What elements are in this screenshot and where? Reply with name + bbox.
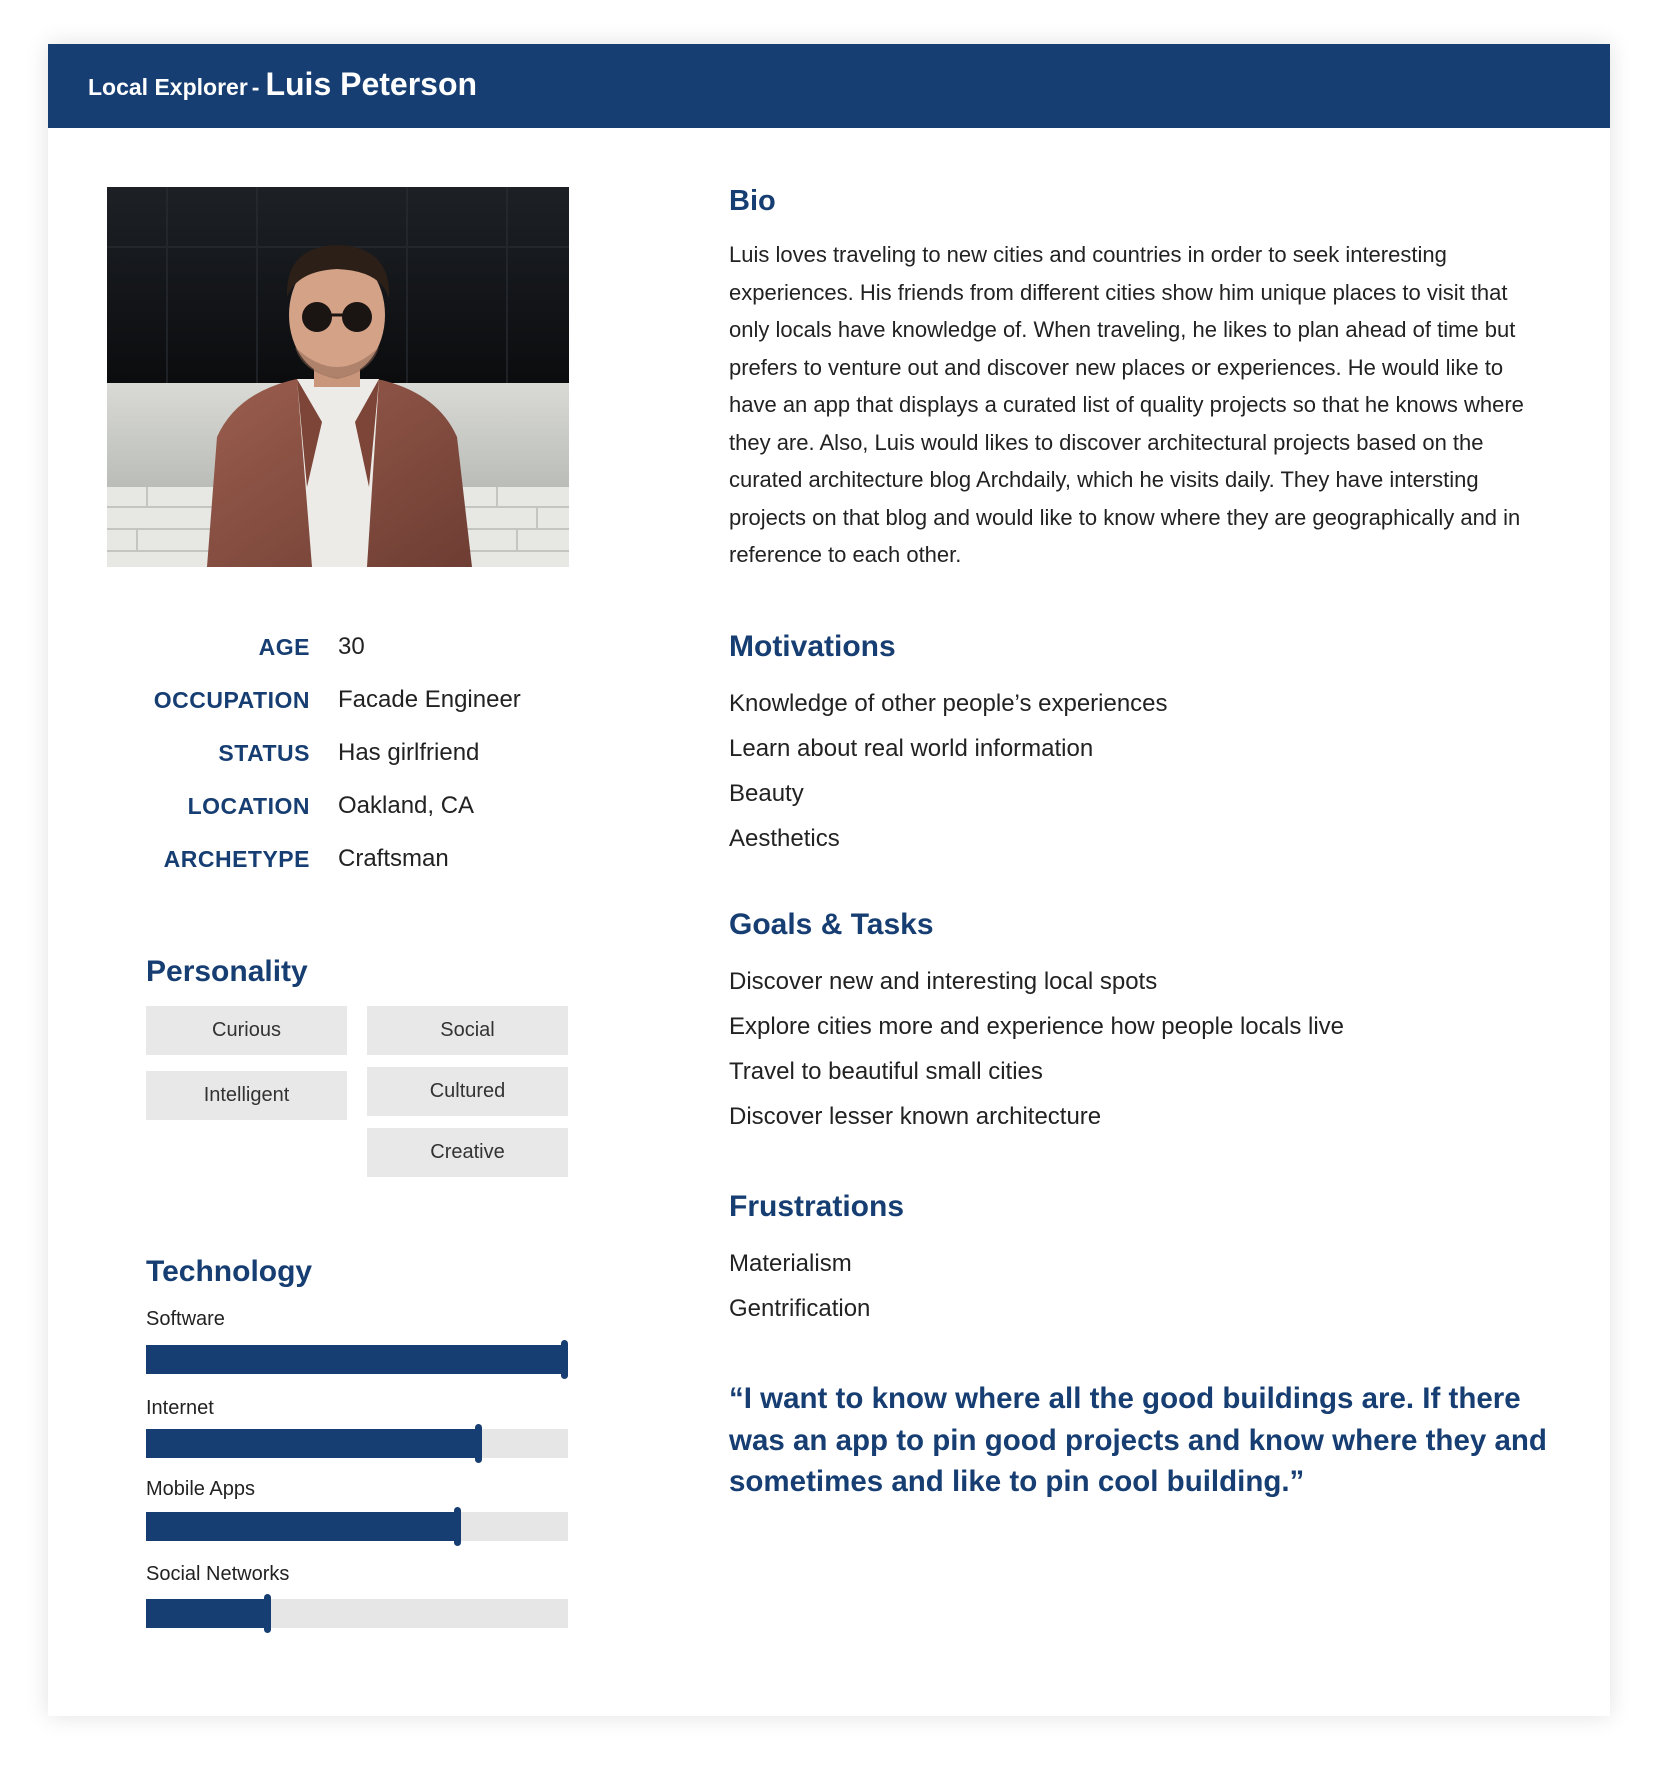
tech-label-social-networks: Social Networks	[146, 1563, 290, 1585]
frustration-item: Gentrification	[729, 1295, 871, 1322]
persona-card	[48, 44, 1610, 1716]
tech-bar-internet	[146, 1429, 568, 1458]
bio-heading: Bio	[729, 185, 776, 217]
trait-chip-cultured: Cultured	[367, 1067, 568, 1116]
fact-row-occupation	[48, 681, 648, 721]
fact-value: Facade Engineer	[338, 686, 521, 713]
trait-chip-social: Social	[367, 1006, 568, 1055]
tech-bar-fill	[146, 1429, 479, 1458]
title-separator: -	[251, 74, 260, 100]
motivation-item: Beauty	[729, 780, 804, 807]
bio-text: Luis loves traveling to new cities and countries in order to seek interesting experiences. His friends from different cities show him unique places to visit that only locals have knowledge of. When traveling, he likes to plan ahead of time but prefers to venture out and discover new places or experiences. He would like to have an app that displays a curated list of quality projects so that he knows where they are. Also, Luis would likes to discover architectural projects based on the curated architecture blog Archdaily, which he visits daily. They have intersting projects on that blog and would like to know where they are geographically and in reference to each other.	[729, 242, 1524, 567]
goal-item: Travel to beautiful small cities	[729, 1058, 1043, 1085]
goal-item: Discover lesser known architecture	[729, 1103, 1102, 1130]
frustrations-heading: Frustrations	[729, 1190, 905, 1223]
fact-row-status	[48, 734, 648, 774]
header-bar	[48, 44, 1610, 128]
tech-bar-social-networks	[146, 1599, 568, 1628]
tech-bar-fill	[146, 1345, 568, 1374]
tech-label-internet: Internet	[146, 1397, 214, 1419]
motivation-item: Aesthetics	[729, 825, 840, 852]
persona-title	[88, 66, 477, 103]
goal-item: Discover new and interesting local spots	[729, 968, 1158, 995]
fact-value: 30	[338, 633, 365, 660]
fact-label: AGE	[258, 634, 310, 660]
tech-bar-handle	[264, 1594, 271, 1633]
persona-name: Luis Peterson	[265, 66, 478, 102]
fact-row-location	[48, 787, 648, 827]
portrait-photo	[107, 187, 569, 567]
motivations-heading: Motivations	[729, 630, 896, 663]
goals-heading: Goals & Tasks	[729, 908, 934, 941]
personality-heading: Personality	[146, 955, 308, 988]
motivation-item: Knowledge of other people’s experiences	[729, 690, 1168, 717]
fact-label: OCCUPATION	[153, 687, 310, 713]
fact-label: LOCATION	[187, 793, 310, 819]
frustration-item: Materialism	[729, 1250, 852, 1277]
fact-row-age	[48, 628, 648, 668]
trait-chip-curious: Curious	[146, 1006, 347, 1055]
tech-label-mobile-apps: Mobile Apps	[146, 1478, 255, 1500]
tech-bar-software	[146, 1345, 568, 1374]
fact-value: Craftsman	[338, 845, 449, 872]
motivation-item: Learn about real world information	[729, 735, 1094, 762]
technology-heading: Technology	[146, 1255, 313, 1288]
trait-chip-intelligent: Intelligent	[146, 1071, 347, 1120]
tech-bar-handle	[454, 1507, 461, 1546]
tech-bar-fill	[146, 1512, 458, 1541]
tech-bar-handle	[475, 1424, 482, 1463]
fact-label: ARCHETYPE	[163, 846, 310, 872]
tech-bar-handle	[561, 1340, 568, 1379]
goal-item: Explore cities more and experience how people locals live	[729, 1013, 1344, 1040]
persona-role: Local Explorer	[88, 74, 248, 100]
tech-label-software: Software	[146, 1308, 225, 1330]
tech-bar-mobile-apps	[146, 1512, 568, 1541]
fact-label: STATUS	[218, 740, 310, 766]
trait-chip-creative: Creative	[367, 1128, 568, 1177]
fact-value: Oakland, CA	[338, 792, 475, 819]
fact-row-archetype	[48, 840, 648, 880]
fact-value: Has girlfriend	[338, 739, 480, 766]
persona-quote: “I want to know where all the good buildings are. If there was an app to pin good projects and know where they and sometimes and like to pin cool building.”	[729, 1382, 1547, 1498]
tech-bar-fill	[146, 1599, 268, 1628]
